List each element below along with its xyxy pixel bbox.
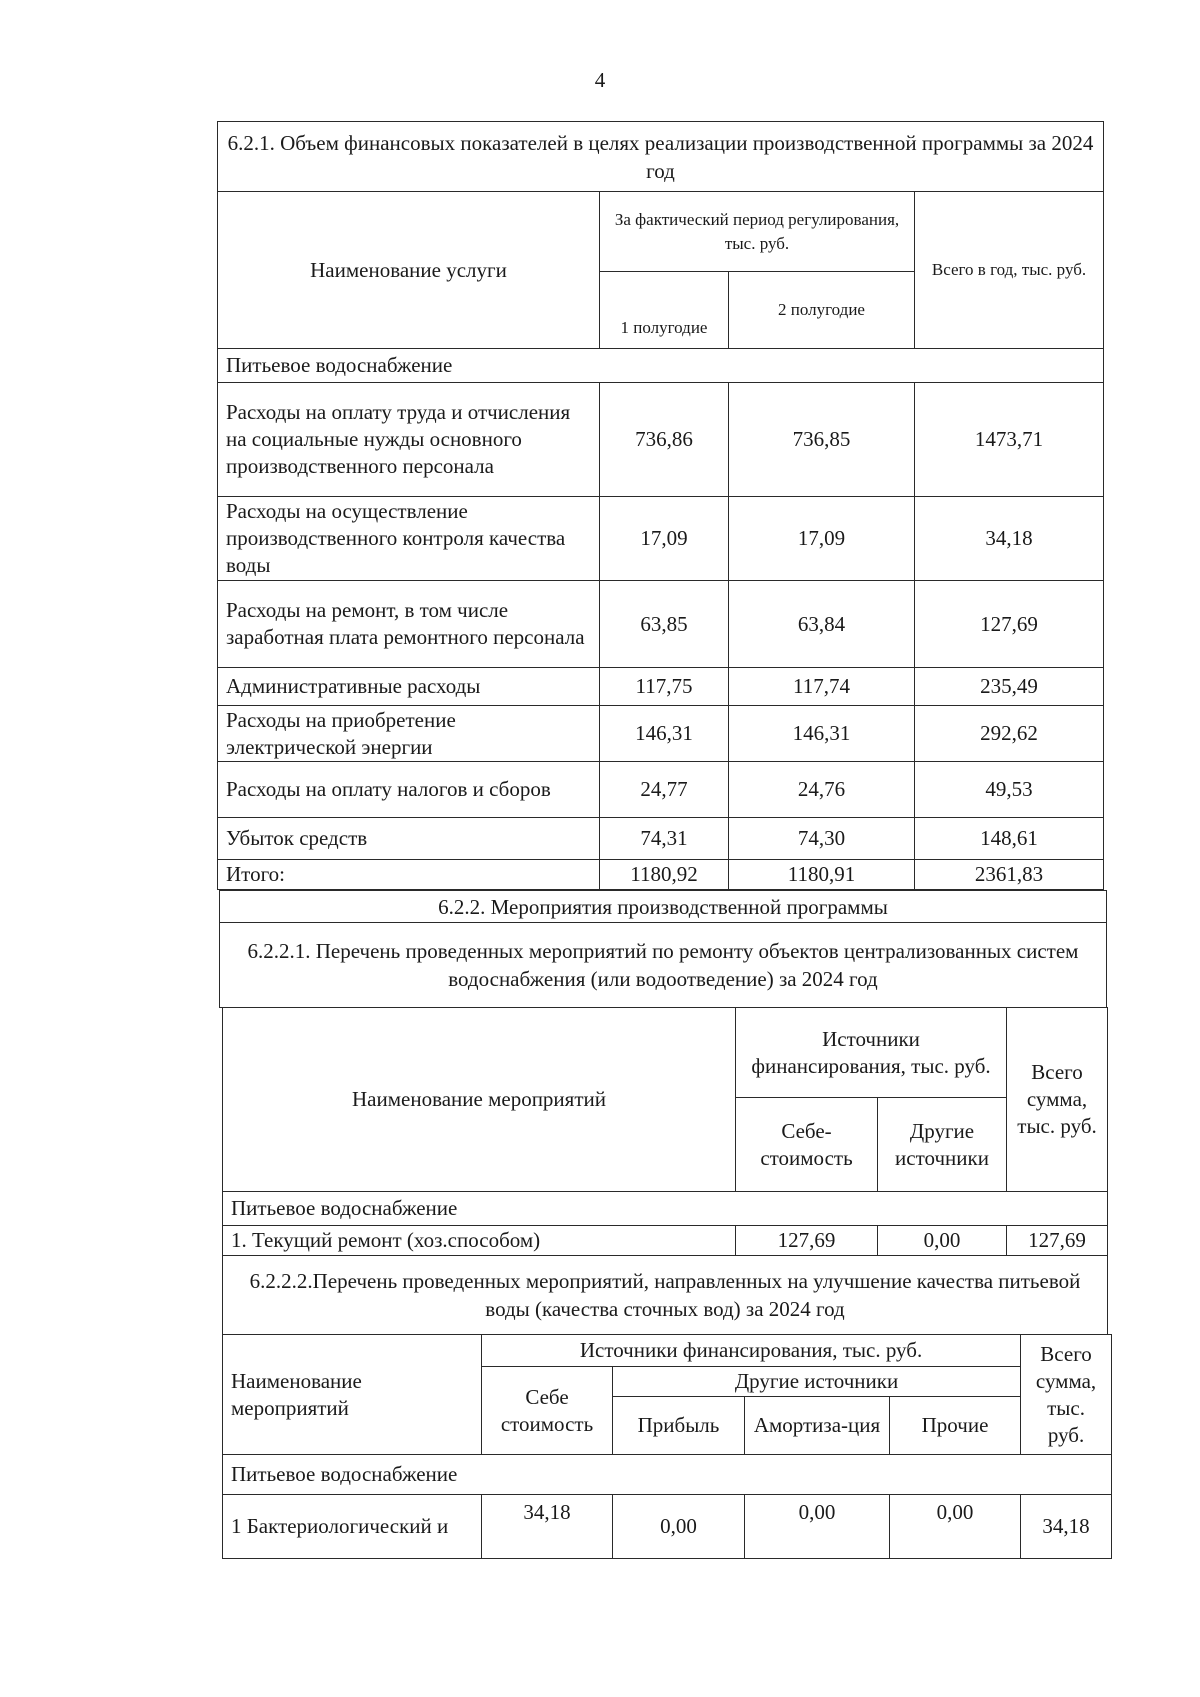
table-row bbox=[218, 668, 1104, 706]
measure-name: 1. Текущий ремонт (хоз.способом) bbox=[223, 1226, 736, 1256]
half2-value: 1180,91 bbox=[729, 860, 915, 890]
amortization-header: Амортиза-ция bbox=[745, 1397, 890, 1455]
measures-titles bbox=[219, 890, 1107, 1008]
half1-value: 74,31 bbox=[600, 818, 729, 860]
section-drinking-water: Питьевое водоснабжение bbox=[223, 1455, 1112, 1495]
half1-header: 1 полугодие bbox=[600, 272, 729, 349]
total-value: 2361,83 bbox=[915, 860, 1104, 890]
year-total-header: Всего в год, тыс. руб. bbox=[915, 192, 1104, 349]
half1-value: 117,75 bbox=[600, 668, 729, 706]
cost-header: Себе-стоимость bbox=[736, 1098, 878, 1192]
row-name: Итого: bbox=[218, 860, 600, 890]
cost-value: 127,69 bbox=[736, 1226, 878, 1256]
other-sources-header: Другие источники bbox=[613, 1367, 1021, 1397]
half2-value: 146,31 bbox=[729, 706, 915, 762]
cost-value: 34,18 bbox=[482, 1495, 613, 1559]
other-sources-header: Другие источники bbox=[878, 1098, 1007, 1192]
total-sum-header: Всего сумма, тыс. руб. bbox=[1007, 1008, 1108, 1192]
amortization-value: 0,00 bbox=[745, 1495, 890, 1559]
repair-measures-table bbox=[222, 1007, 1108, 1335]
row-name: Убыток средств bbox=[218, 818, 600, 860]
section-drinking-water: Питьевое водоснабжение bbox=[218, 349, 1104, 383]
total-value: 127,69 bbox=[915, 581, 1104, 668]
total-value: 148,61 bbox=[915, 818, 1104, 860]
half1-value: 1180,92 bbox=[600, 860, 729, 890]
quality-list-title: 6.2.2.2.Перечень проведенных мероприятий, направленных на улучшение качества питьевой воды (качества сточных вод) за 2024 год bbox=[223, 1256, 1108, 1335]
half1-value: 17,09 bbox=[600, 497, 729, 581]
total-value: 1473,71 bbox=[915, 383, 1104, 497]
misc-header: Прочие bbox=[890, 1397, 1021, 1455]
measure-name-header: Наименование мероприятий bbox=[223, 1335, 482, 1455]
repair-list-title: 6.2.2.1. Перечень проведенных мероприятий по ремонту объектов централизованных систем водоснабжения (или водоотведение) за 2024 год bbox=[220, 923, 1107, 1008]
table-row bbox=[218, 383, 1104, 497]
profit-header: Прибыль bbox=[613, 1397, 745, 1455]
table-row bbox=[218, 762, 1104, 818]
total-value: 34,18 bbox=[915, 497, 1104, 581]
half1-value: 63,85 bbox=[600, 581, 729, 668]
row-name: Расходы на осуществление производственного контроля качества воды bbox=[218, 497, 600, 581]
half2-value: 74,30 bbox=[729, 818, 915, 860]
quality-measures-table bbox=[222, 1334, 1112, 1559]
table-row bbox=[218, 581, 1104, 668]
table-row bbox=[218, 818, 1104, 860]
measure-name-header: Наименование мероприятий bbox=[223, 1008, 736, 1192]
total-value: 235,49 bbox=[915, 668, 1104, 706]
row-name: Расходы на оплату труда и отчисления на социальные нужды основного производственного персонала bbox=[218, 383, 600, 497]
section-drinking-water: Питьевое водоснабжение bbox=[223, 1192, 1108, 1226]
table-row bbox=[223, 1226, 1108, 1256]
profit-value: 0,00 bbox=[613, 1495, 745, 1559]
financial-indicators-table bbox=[217, 121, 1104, 890]
half2-value: 17,09 bbox=[729, 497, 915, 581]
misc-value: 0,00 bbox=[890, 1495, 1021, 1559]
funding-sources-header: Источники финансирования, тыс. руб. bbox=[482, 1335, 1021, 1367]
period-header: За фактический период регулирования, тыс. руб. bbox=[600, 192, 915, 272]
measure-name: 1 Бактериологический и bbox=[223, 1495, 482, 1559]
table-row bbox=[223, 1495, 1112, 1559]
half2-value: 117,74 bbox=[729, 668, 915, 706]
row-name: Расходы на приобретение электрической энергии bbox=[218, 706, 600, 762]
half1-value: 24,77 bbox=[600, 762, 729, 818]
funding-sources-header: Источники финансирования, тыс. руб. bbox=[736, 1008, 1007, 1098]
row-name: Расходы на оплату налогов и сборов bbox=[218, 762, 600, 818]
total-value: 49,53 bbox=[915, 762, 1104, 818]
row-name: Административные расходы bbox=[218, 668, 600, 706]
table-row-total bbox=[218, 860, 1104, 890]
other-value: 0,00 bbox=[878, 1226, 1007, 1256]
page-number: 4 bbox=[594, 68, 606, 92]
half2-header: 2 полугодие bbox=[729, 272, 915, 349]
total-value: 292,62 bbox=[915, 706, 1104, 762]
total-value: 34,18 bbox=[1021, 1495, 1112, 1559]
half1-value: 736,86 bbox=[600, 383, 729, 497]
half2-value: 63,84 bbox=[729, 581, 915, 668]
total-sum-header: Всего сумма, тыс. руб. bbox=[1021, 1335, 1112, 1455]
total-value: 127,69 bbox=[1007, 1226, 1108, 1256]
financial-table-title: 6.2.1. Объем финансовых показателей в целях реализации производственной программы за 2024 год bbox=[218, 122, 1104, 192]
row-name: Расходы на ремонт, в том числе заработная плата ремонтного персонала bbox=[218, 581, 600, 668]
table-row bbox=[218, 706, 1104, 762]
measures-title: 6.2.2. Мероприятия производственной программы bbox=[220, 891, 1107, 923]
table-row bbox=[218, 497, 1104, 581]
half1-value: 146,31 bbox=[600, 706, 729, 762]
half2-value: 736,85 bbox=[729, 383, 915, 497]
half2-value: 24,76 bbox=[729, 762, 915, 818]
cost-header: Себе стоимость bbox=[482, 1367, 613, 1455]
service-name-header: Наименование услуги bbox=[218, 192, 600, 349]
